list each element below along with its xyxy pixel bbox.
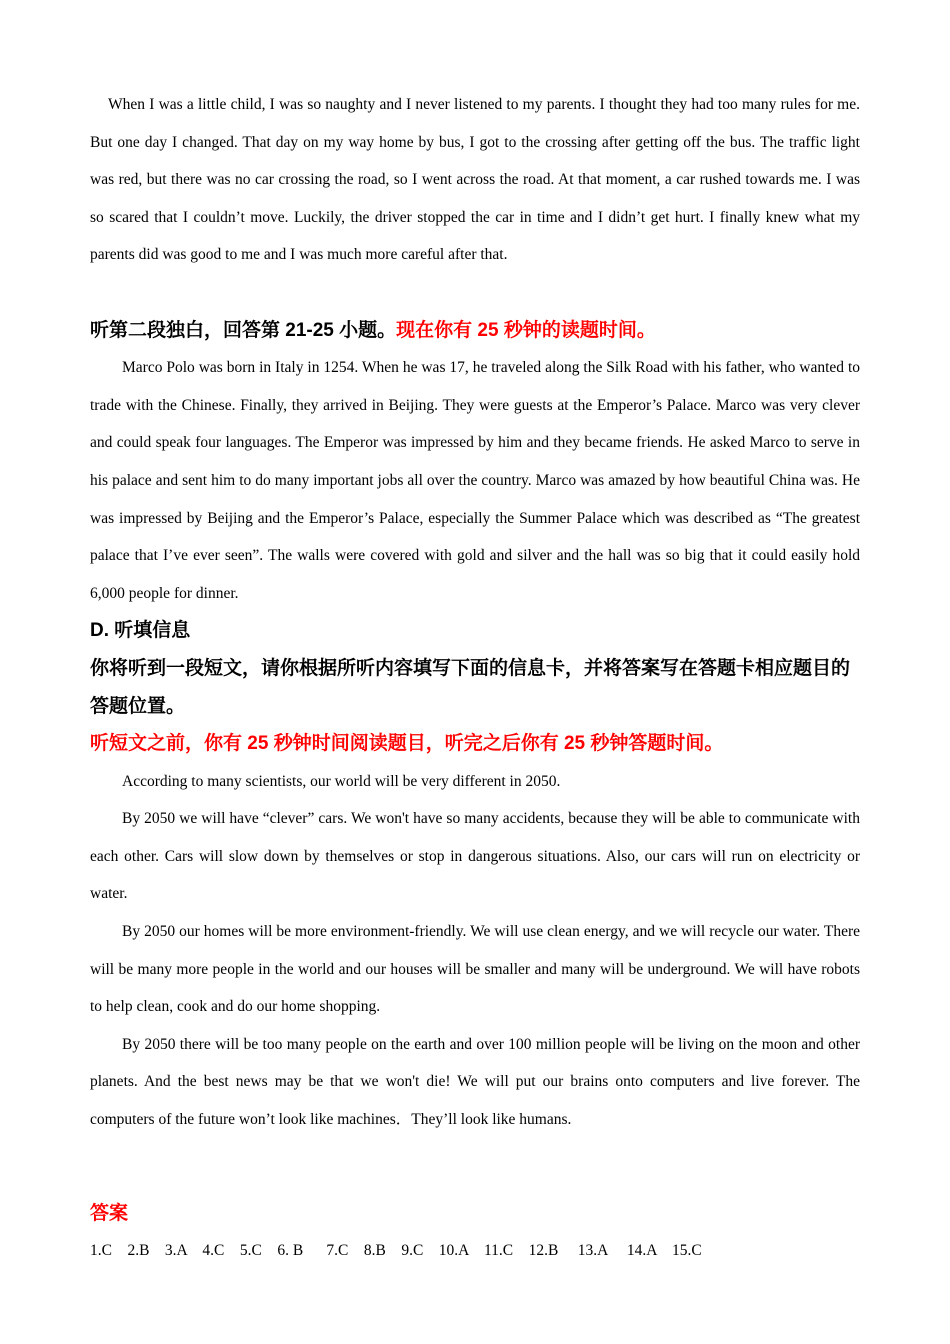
paragraph-moon-planets: By 2050 there will be too many people on the earth and over 100 million people will be living on the moon and other planets. And the best news may be that we won't die! We will put our brains onto computers and live forever. The computers of the future won’t look like machines．They’ll look like humans. — [90, 1035, 860, 1129]
monologue-section-heading — [90, 312, 860, 350]
monologue-heading-red-timer: 现在你有 25 秒钟的读题时间。 — [396, 319, 656, 341]
answers-heading: 答案 — [90, 1202, 129, 1224]
paragraph-homes: By 2050 our homes will be more environment-friendly. We will use clean energy, and we will recycle our water. There will be many more people in the world and our houses will be smaller and many will be underground. We will have robots to help clean, cook and do our home shopping. — [90, 923, 860, 1016]
paragraph-marco-polo: Marco Polo was born in Italy in 1254. When he was 17, he traveled along the Silk Road with his father, who wanted to trade with the Chinese. Finally, they arrived in Beijing. They were guests at the Emperor’s Palace. Marco was very clever and could speak four languages. The Emperor was impressed by him and they became friends. He asked Marco to serve in his palace and sent him to do many important jobs all over the country. Marco was amazed by how beautiful China was. He was impressed by Beijing and the Emperor’s Palace, especially the Summer Palace which was described as “The greatest palace that I’ve ever seen”. The walls were covered with gold and silver and the hall was so big that it could easily hold 6,000 people for dinner. — [90, 359, 860, 602]
section-d-instruction: 你将听到一段短文，请你根据所听内容填写下面的信息卡，并将答案写在答题卡相应题目的答题位置。 — [90, 657, 851, 717]
section-d-label: D. 听填信息 — [90, 620, 191, 642]
paragraph-intro-2050: According to many scientists, our world will be very different in 2050. — [122, 772, 561, 790]
answers-key-line: 1.C 2.B 3.A 4.C 5.C 6. B 7.C 8.B 9.C 10.A 11.C 12.B 13.A 14.A 15.C — [90, 1242, 702, 1260]
paragraph-clever-cars: By 2050 we will have “clever” cars. We won't have so many accidents, because they will be able to communicate with each other. Cars will slow down by themselves or stop in dangerous situations. Also, our cars will run on electricity or water. — [90, 810, 860, 903]
section-d-red-instruction: 听短文之前，你有 25 秒钟时间阅读题目，听完之后你有 25 秒钟答题时间。 — [90, 733, 724, 755]
paragraph-naughty-child: When I was a little child, I was so naughty and I never listened to my parents. I thought they had too many rules for me. But one day I changed. That day on my way home by bus, I got to the crossing after getting off the bus. The traffic light was red, but there was no car crossing the road, so I went across the road. At that moment, a car rushed towards me. I was so scared that I couldn’t move. Luckily, the driver stopped the car in time and I didn’t get hurt. I finally knew what my parents did was good to me and I was much more careful after that. — [90, 96, 860, 264]
monologue-heading-black: 听第二段独白，回答第 21-25 小题。 — [90, 319, 397, 341]
